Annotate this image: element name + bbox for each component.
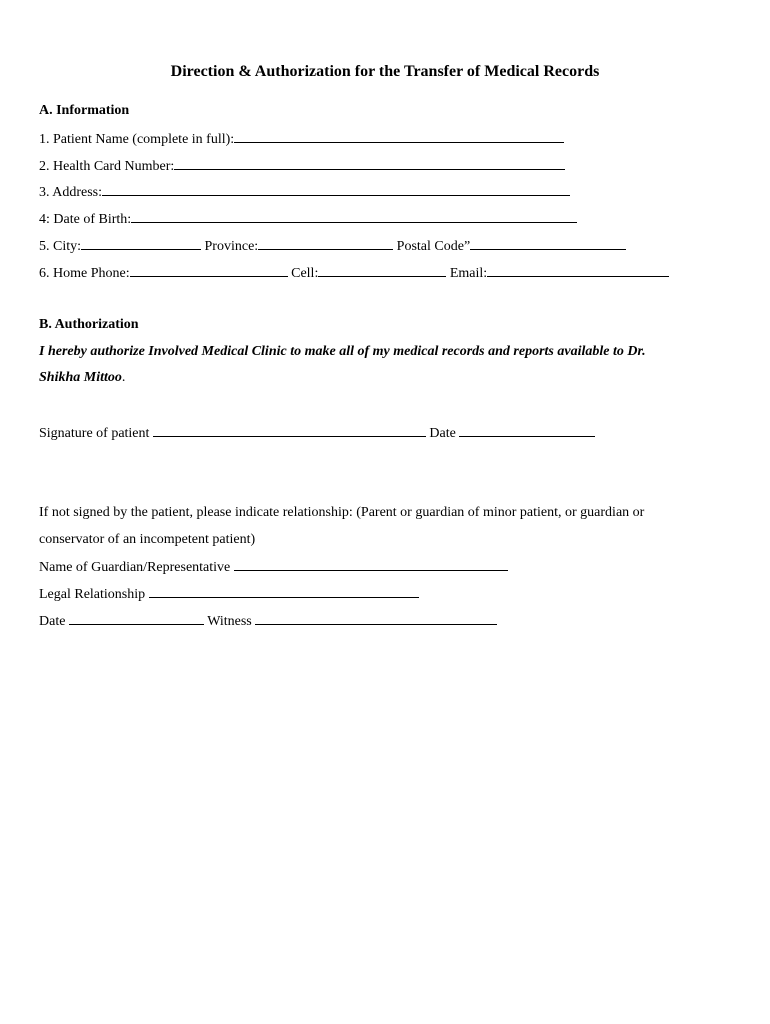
- patient-name-field[interactable]: [234, 129, 564, 143]
- address-field[interactable]: [102, 182, 570, 196]
- patient-name-label: 1. Patient Name (complete in full):: [39, 132, 235, 147]
- cell-field[interactable]: [318, 263, 446, 277]
- city-label: 5. City:: [39, 239, 82, 254]
- guardian-name-row: [39, 557, 508, 577]
- postal-code-label: Postal Code”: [396, 239, 471, 254]
- guardian-name-field[interactable]: [234, 557, 508, 571]
- health-card-field[interactable]: [174, 156, 565, 170]
- patient-name-row: [39, 129, 564, 149]
- witness-field[interactable]: [255, 611, 497, 625]
- address-row: [39, 182, 570, 202]
- legal-relationship-label: Legal Relationship: [39, 587, 146, 602]
- physician-name: Shikha Mittoo: [39, 370, 122, 385]
- statement-period: .: [121, 370, 126, 385]
- legal-relationship-field[interactable]: [149, 584, 419, 598]
- signature-row: [39, 423, 595, 443]
- guardian-note-line1: If not signed by the patient, please indicate relationship: (Parent or guardian of minor patient, or guardian or: [39, 505, 645, 520]
- legal-relationship-row: [39, 584, 419, 604]
- contact-row: [39, 263, 669, 283]
- date-of-birth-label: 4: Date of Birth:: [39, 212, 132, 227]
- province-field[interactable]: [258, 236, 393, 250]
- guardian-name-label: Name of Guardian/Representative: [39, 560, 231, 575]
- home-phone-label: 6. Home Phone:: [39, 266, 130, 281]
- signature-date-label: Date: [429, 426, 456, 441]
- guardian-note-line2: conservator of an incompetent patient): [39, 532, 256, 547]
- city-field[interactable]: [81, 236, 201, 250]
- home-phone-field[interactable]: [130, 263, 288, 277]
- page-title: Direction & Authorization for the Transfer of Medical Records: [170, 63, 600, 80]
- section-a-heading: A. Information: [39, 103, 130, 118]
- guardian-date-field[interactable]: [69, 611, 204, 625]
- date-of-birth-row: [39, 209, 577, 229]
- province-label: Province:: [204, 239, 259, 254]
- witness-label: Witness: [207, 614, 252, 629]
- location-row: [39, 236, 626, 256]
- authorization-statement-line2: [39, 369, 125, 387]
- address-label: 3. Address:: [39, 185, 102, 200]
- guardian-date-witness-row: [39, 611, 497, 631]
- health-card-row: [39, 156, 565, 176]
- date-of-birth-field[interactable]: [131, 209, 577, 223]
- email-label: Email:: [449, 266, 488, 281]
- authorization-statement-line1: I hereby authorize Involved Medical Clinic to make all of my medical records and reports available to Dr.: [39, 344, 646, 359]
- signature-label: Signature of patient: [39, 426, 150, 441]
- email-field[interactable]: [487, 263, 669, 277]
- cell-label: Cell:: [291, 266, 319, 281]
- section-b-heading: B. Authorization: [39, 317, 139, 332]
- signature-date-field[interactable]: [459, 423, 595, 437]
- guardian-date-label: Date: [39, 614, 66, 629]
- postal-code-field[interactable]: [470, 236, 626, 250]
- signature-field[interactable]: [153, 423, 426, 437]
- health-card-label: 2. Health Card Number:: [39, 159, 175, 174]
